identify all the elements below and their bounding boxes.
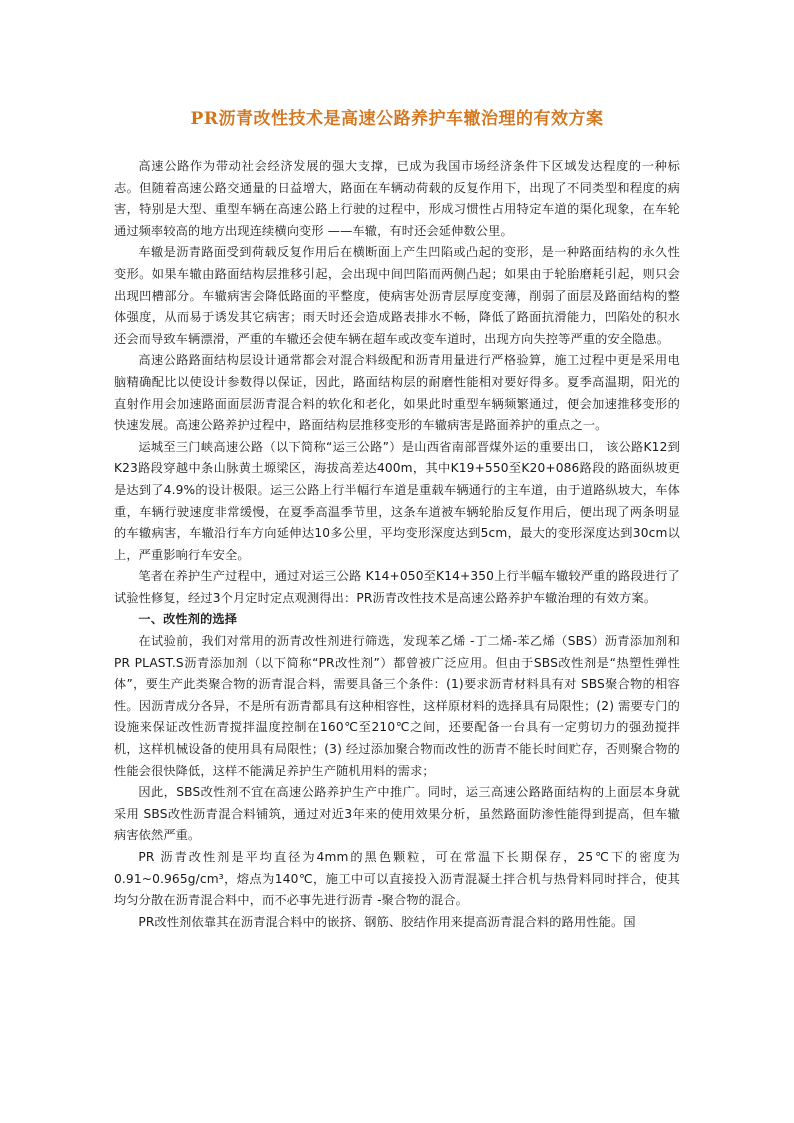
- paragraph: 运城至三门峡高速公路（以下简称“运三公路”）是山西省南部晋煤外运的重要出口， 该公路K12到K23路段穿越中条山脉黄土塬梁区，海拔高差达400m，其中K19+550至K20+086路段的路面纵坡更是达到了4.9%的设计极限。运三公路上行半幅行车道是重载车辆通行的主车道，由于道路纵坡大，车体重，车辆行驶速度非常缓慢，在夏季高温季节里，这条车道被车辆轮胎反复作用后，便出现了两条明显的车辙病害，车辙沿行车方向延伸达10多公里，平均变形深度达到5cm，最大的变形深度达到30cm以上，严重影响行车安全。: [114, 439, 680, 562]
- paragraph: 笔者在养护生产过程中，通过对运三公路 K14+050至K14+350上行半幅车辙较严重的路段进行了试验性修复，经过3个月定时定点观测得出：PR沥青改性技术是高速公路养护车辙治理的有效方案。: [114, 569, 680, 605]
- paragraph: 高速公路路面结构层设计通常都会对混合料级配和沥青用量进行严格验算，施工过程中更是采用电脑精确配比以使设计参数得以保证，因此，路面结构层的耐磨性能相对要好得多。夏季高温期，阳光的直射作用会加速路面面层沥青混合料的软化和老化，如果此时重型车辆频繁通过，便会加速推移变形的快速发展。高速公路养护过程中，路面结构层推移变形的车辙病害是路面养护的重点之一。: [114, 353, 680, 433]
- section-heading: 一、改性剂的选择: [138, 612, 238, 627]
- paragraph: PR 沥青改性剂是平均直径为4mm的黑色颗粒，可在常温下长期保存，25℃下的密度为0.91~0.965g/cm³，熔点为140℃，施工中可以直接投入沥青混凝土拌合机与热骨料同时拌合，使其均匀分散在沥青混合料中，而不必事先进行沥青 -聚合物的混合。: [114, 850, 680, 908]
- paragraph: 高速公路作为带动社会经济发展的强大支撑，已成为我国市场经济条件下区域发达程度的一种标志。但随着高速公路交通量的日益增大，路面在车辆动荷载的反复作用下，出现了不同类型和程度的病害，特别是大型、重型车辆在高速公路上行驶的过程中，形成习惯性占用特定车道的渠化现象，在车轮通过频率较高的地方出现连续横向变形 ——车辙，有时还会延伸数公里。: [114, 159, 680, 238]
- document-title: PR沥青改性技术是高速公路养护车辙治理的有效方案: [190, 109, 604, 129]
- document-body: [114, 156, 680, 933]
- paragraph: 车辙是沥青路面受到荷载反复作用后在横断面上产生凹陷或凸起的变形，是一种路面结构的永久性变形。如果车辙由路面结构层推移引起，会出现中间凹陷而两侧凸起；如果由于轮胎磨耗引起，则只会出现凹槽部分。车辙病害会降低路面的平整度，使病害处沥青层厚度变薄，削弱了面层及路面结构的整体强度，从而易于诱发其它病害；雨天时还会造成路表排水不畅，降低了路面抗滑能力，凹陷处的积水还会而导致车辆漂滑，严重的车辙还会使车辆在超车或改变车道时，出现方向失控等严重的安全隐患。: [114, 245, 680, 346]
- paragraph: 在试验前，我们对常用的沥青改性剂进行筛选，发现苯乙烯 -丁二烯-苯乙烯（SBS）沥青添加剂和PR PLAST.S沥青添加剂（以下简称“PR改性剂”）都曾被广泛应用。但由于SBS改性剂是“热塑性弹性体”，要生产此类聚合物的沥青混合料，需要具备三个条件：(1)要求沥青材料具有对 SBS聚合物的相容性。因沥青成分各异，不是所有沥青都具有这种相容性，这样原材料的选择具有局限性；(2) 需要专门的设施来保证改性沥青搅拌温度控制在160℃至210℃之间，还要配备一台具有一定剪切力的强劲搅拌机，这样机械设备的使用具有局限性；(3) 经过添加聚合物而改性的沥青不能长时间贮存，否则聚合物的性能会很快降低，这样不能满足养护生产随机用料的需求；: [114, 634, 680, 778]
- paragraph: PR改性剂依靠其在沥青混合料中的嵌挤、钢筋、胶结作用来提高沥青混合料的路用性能。国: [138, 914, 636, 929]
- paragraph: 因此，SBS改性剂不宜在高速公路养护生产中推广。同时，运三高速公路路面结构的上面层本身就采用 SBS改性沥青混合料铺筑，通过对近3年来的使用效果分析，虽然路面防渗性能得到提高，但车辙病害依然严重。: [114, 785, 680, 843]
